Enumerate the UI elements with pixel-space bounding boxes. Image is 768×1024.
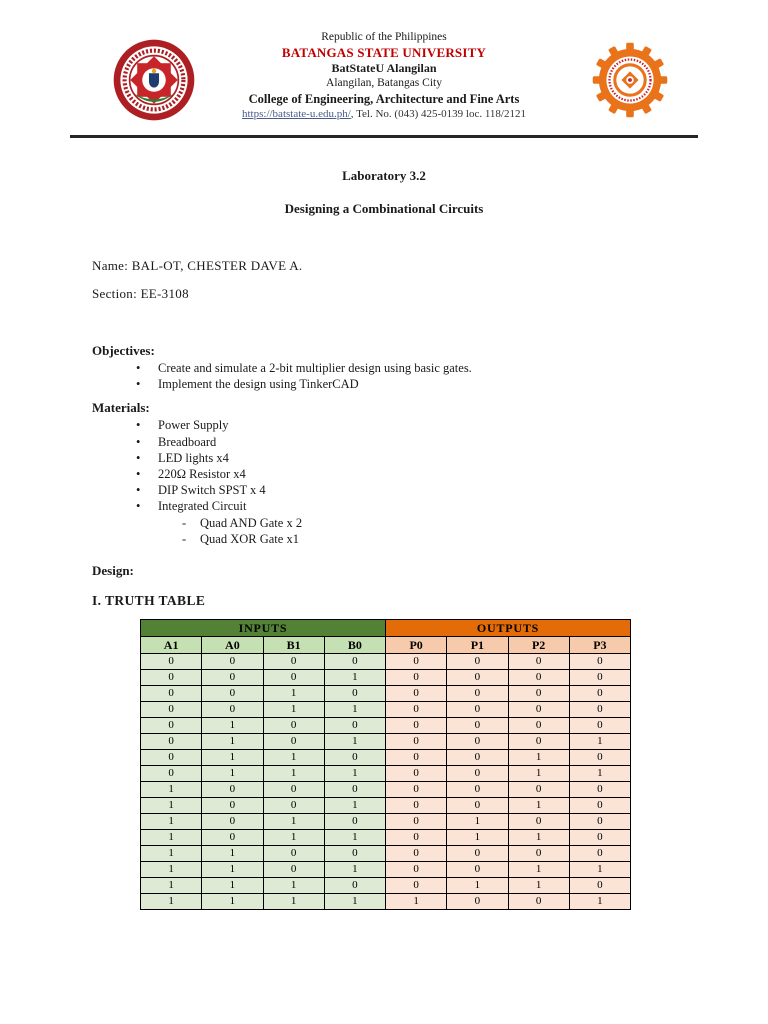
truth-table-cell: 0: [386, 686, 447, 702]
truth-table-cell: 1: [202, 718, 263, 734]
truth-table-heading: I. TRUTH TABLE: [92, 593, 206, 609]
section-label: Section:: [92, 286, 141, 301]
truth-table-cell: 1: [263, 766, 324, 782]
truth-table-row: [141, 702, 631, 718]
design-heading: Design:: [92, 563, 134, 579]
truth-table-cell: 0: [508, 718, 569, 734]
truth-table-cell: 0: [508, 814, 569, 830]
truth-table-cell: 0: [447, 734, 508, 750]
truth-table-cell: 0: [386, 798, 447, 814]
truth-table-cell: 1: [324, 702, 385, 718]
list-item: [92, 450, 676, 466]
truth-table-cell: 0: [386, 702, 447, 718]
truth-table-cell: 0: [324, 686, 385, 702]
material-text: DIP Switch SPST x 4: [158, 483, 266, 498]
title-block: [92, 168, 676, 217]
sub-material-text: Quad AND Gate x 2: [200, 515, 303, 530]
truth-table-column-header: P1: [447, 637, 508, 654]
truth-table-cell: 0: [263, 718, 324, 734]
truth-table-head: [141, 620, 631, 654]
truth-table-cell: 0: [386, 766, 447, 782]
truth-table-row: [141, 846, 631, 862]
university-name: BATANGAS STATE UNIVERSITY: [281, 45, 487, 60]
truth-table-row: [141, 670, 631, 686]
truth-table-body: [141, 654, 631, 910]
truth-table-cell: 0: [508, 846, 569, 862]
truth-table-cell: 1: [202, 862, 263, 878]
truth-table-cell: 0: [263, 734, 324, 750]
truth-table-row: [141, 718, 631, 734]
truth-table-row: [141, 766, 631, 782]
website-link[interactable]: https://batstate-u.edu.ph/: [242, 108, 351, 120]
truth-table-cell: 0: [324, 782, 385, 798]
truth-table-cell: 0: [263, 670, 324, 686]
truth-table-row: [141, 750, 631, 766]
truth-table-cell: 0: [447, 702, 508, 718]
truth-table-cell: 1: [263, 814, 324, 830]
truth-table-cell: 0: [447, 766, 508, 782]
truth-table-cell: 0: [569, 782, 630, 798]
truth-table-cell: 1: [141, 782, 202, 798]
truth-table-column-header: B0: [324, 637, 385, 654]
truth-table-cell: 0: [386, 782, 447, 798]
material-text: 220Ω Resistor x4: [158, 467, 246, 482]
truth-table-cell: 1: [324, 830, 385, 846]
truth-table-cell: 0: [508, 686, 569, 702]
truth-table-cell: 0: [386, 654, 447, 670]
truth-table-row: [141, 894, 631, 910]
truth-table-cell: 1: [141, 878, 202, 894]
truth-table-cell: 1: [141, 830, 202, 846]
header-divider: [70, 135, 698, 138]
truth-table-cell: 0: [141, 686, 202, 702]
truth-table-row: [141, 654, 631, 670]
truth-table-cell: 0: [508, 894, 569, 910]
truth-table-cell: 1: [569, 894, 630, 910]
truth-table-cell: 1: [202, 766, 263, 782]
truth-table-group-header: OUTPUTS: [386, 620, 631, 637]
truth-table-cell: 1: [263, 830, 324, 846]
truth-table-cell: 0: [569, 830, 630, 846]
truth-table-cell: 1: [447, 878, 508, 894]
truth-table-cell: 0: [569, 846, 630, 862]
sub-list-item: [92, 531, 676, 547]
ic-sub-list: [158, 515, 676, 547]
truth-table-cell: 0: [569, 878, 630, 894]
truth-table-cell: 0: [386, 718, 447, 734]
truth-table-cell: 0: [569, 718, 630, 734]
truth-table-cell: 0: [386, 862, 447, 878]
truth-table-cell: 0: [141, 734, 202, 750]
lab-title: Designing a Combinational Circuits: [284, 201, 484, 216]
truth-table-cell: 0: [263, 782, 324, 798]
truth-table-cell: 0: [447, 670, 508, 686]
truth-table-cell: 1: [508, 830, 569, 846]
truth-table-cell: 1: [508, 766, 569, 782]
document-content: [0, 168, 768, 910]
truth-table-cell: 1: [447, 830, 508, 846]
truth-table-cell: 1: [141, 894, 202, 910]
truth-table-cell: 1: [141, 798, 202, 814]
list-item: [92, 434, 676, 450]
truth-table-cell: 1: [141, 846, 202, 862]
truth-table-cell: 0: [324, 846, 385, 862]
truth-table-row: [141, 734, 631, 750]
letterhead: [0, 30, 768, 126]
truth-table-column-header: A0: [202, 637, 263, 654]
truth-table-cell: 0: [202, 670, 263, 686]
truth-table-cell: 0: [141, 654, 202, 670]
truth-table-cell: 0: [386, 734, 447, 750]
truth-table-cell: 0: [569, 670, 630, 686]
bullet-icon: [136, 482, 154, 498]
truth-table-cell: 1: [324, 798, 385, 814]
truth-table-cell: 0: [569, 702, 630, 718]
truth-table-cell: 0: [324, 814, 385, 830]
bullet-icon: [136, 360, 154, 376]
truth-table-cell: 1: [324, 862, 385, 878]
bullet-icon: [136, 466, 154, 482]
truth-table-column-header: P2: [508, 637, 569, 654]
list-item: [92, 498, 676, 547]
truth-table-cell: 0: [447, 718, 508, 734]
truth-table-cell: 1: [447, 814, 508, 830]
truth-table-cell: 1: [263, 686, 324, 702]
truth-table-cell: 0: [386, 878, 447, 894]
truth-table-cell: 0: [202, 814, 263, 830]
truth-table-row: [141, 862, 631, 878]
truth-table-cell: 0: [202, 654, 263, 670]
truth-table-cell: 0: [202, 798, 263, 814]
truth-table-cell: 0: [508, 654, 569, 670]
name-label: Name:: [92, 258, 132, 273]
truth-table-cell: 0: [569, 750, 630, 766]
truth-table-group-header: INPUTS: [141, 620, 386, 637]
truth-table-cell: 0: [263, 798, 324, 814]
objective-text: Create and simulate a 2-bit multiplier design using basic gates.: [158, 361, 472, 375]
objectives-heading: Objectives:: [92, 343, 155, 358]
truth-table-row: [141, 798, 631, 814]
lab-number-title: Laboratory 3.2: [342, 168, 426, 183]
truth-table-cell: 1: [202, 750, 263, 766]
truth-table-cell: 1: [508, 798, 569, 814]
letterhead-text: [169, 30, 599, 122]
college-gear-logo: [592, 42, 668, 118]
truth-table-column-header: B1: [263, 637, 324, 654]
college-line: College of Engineering, Architecture and Fine Arts: [248, 92, 520, 106]
truth-table-cell: 1: [386, 894, 447, 910]
student-block: [92, 258, 676, 301]
truth-table-cell: 0: [447, 846, 508, 862]
truth-table-cell: 1: [202, 878, 263, 894]
truth-table-cell: 1: [263, 702, 324, 718]
truth-table-cell: 1: [324, 894, 385, 910]
material-text: LED lights x4: [158, 450, 229, 465]
material-text: Power Supply: [158, 418, 229, 433]
objective-text: Implement the design using TinkerCAD: [158, 377, 359, 392]
truth-table-cell: 1: [141, 814, 202, 830]
truth-table-cell: 1: [202, 734, 263, 750]
list-item: [92, 360, 676, 376]
truth-table-cell: 1: [508, 862, 569, 878]
material-text: Breadboard: [158, 434, 217, 449]
truth-table-cell: 0: [569, 814, 630, 830]
truth-table-row: [141, 814, 631, 830]
truth-table-cell: 1: [141, 862, 202, 878]
truth-table-cell: 0: [386, 750, 447, 766]
truth-table-cell: 1: [202, 894, 263, 910]
truth-table-cell: 0: [141, 750, 202, 766]
list-item: [92, 417, 676, 433]
truth-table-cell: 1: [324, 670, 385, 686]
truth-table-cell: 0: [141, 766, 202, 782]
city-line: Alangilan, Batangas City: [326, 77, 442, 89]
truth-table-cell: 0: [324, 718, 385, 734]
batstateu-seal-logo: [112, 38, 196, 122]
truth-table-row: [141, 878, 631, 894]
truth-table-column-header: P0: [386, 637, 447, 654]
truth-table-cell: 0: [324, 878, 385, 894]
truth-table-row: [141, 782, 631, 798]
truth-table-cell: 0: [141, 702, 202, 718]
truth-table-cell: 1: [263, 894, 324, 910]
truth-table-cell: 0: [508, 670, 569, 686]
truth-table-cell: 0: [263, 654, 324, 670]
dash-icon: [182, 515, 200, 531]
truth-table-cell: 0: [508, 782, 569, 798]
truth-table-cell: 0: [141, 718, 202, 734]
material-text: Integrated Circuit: [158, 499, 247, 514]
truth-table-cell: 0: [447, 798, 508, 814]
list-item: [92, 466, 676, 482]
truth-table-cell: 1: [324, 766, 385, 782]
truth-table-cell: 0: [202, 830, 263, 846]
truth-table-row: [141, 686, 631, 702]
truth-table-cell: 0: [447, 686, 508, 702]
bullet-icon: [136, 417, 154, 433]
truth-table-column-header: P3: [569, 637, 630, 654]
materials-list: [92, 417, 676, 547]
contact-text: , Tel. No. (043) 425-0139 loc. 118/2121: [350, 108, 526, 120]
sub-material-text: Quad XOR Gate x1: [200, 531, 299, 546]
truth-table-row: [141, 830, 631, 846]
objectives-list: [92, 360, 676, 392]
truth-table: [140, 619, 631, 910]
truth-table-cell: 0: [447, 654, 508, 670]
student-section-line: [92, 286, 676, 301]
truth-table-cell: 0: [202, 686, 263, 702]
sub-list-item: [92, 515, 676, 531]
bullet-icon: [136, 450, 154, 466]
truth-table-cell: 0: [508, 734, 569, 750]
truth-table-cell: 0: [386, 814, 447, 830]
truth-table-cell: 0: [202, 782, 263, 798]
truth-table-cell: 1: [202, 846, 263, 862]
truth-table-column-header: A1: [141, 637, 202, 654]
truth-table-cell: 1: [569, 734, 630, 750]
truth-table-cell: 1: [569, 766, 630, 782]
truth-table-cell: 0: [386, 830, 447, 846]
truth-table-cell: 0: [202, 702, 263, 718]
truth-table-cell: 0: [569, 654, 630, 670]
truth-table-cell: 0: [447, 894, 508, 910]
truth-table-cell: 1: [569, 862, 630, 878]
truth-table-cell: 0: [324, 750, 385, 766]
truth-table-cell: 0: [263, 862, 324, 878]
contact-line: [169, 107, 599, 122]
truth-table-cell: 1: [263, 878, 324, 894]
bullet-icon: [136, 434, 154, 450]
list-item: [92, 376, 676, 392]
name-value: BAL-OT, CHESTER DAVE A.: [131, 258, 303, 273]
truth-table-cell: 0: [447, 782, 508, 798]
campus-line: BatStateU Alangilan: [331, 61, 437, 75]
truth-table-cell: 1: [263, 750, 324, 766]
truth-table-cell: 0: [508, 702, 569, 718]
bullet-icon: [136, 376, 154, 392]
truth-table-cell: 0: [386, 670, 447, 686]
republic-line: Republic of the Philippines: [321, 31, 447, 43]
truth-table-cell: 0: [569, 798, 630, 814]
truth-table-cell: 1: [508, 750, 569, 766]
truth-table-cell: 0: [447, 750, 508, 766]
section-value: EE-3108: [140, 286, 189, 301]
dash-icon: [182, 531, 200, 547]
list-item: [92, 482, 676, 498]
truth-table-cell: 1: [508, 878, 569, 894]
bullet-icon: [136, 498, 154, 514]
truth-table-cell: 1: [324, 734, 385, 750]
materials-heading: Materials:: [92, 400, 150, 416]
truth-table-cell: 0: [447, 862, 508, 878]
truth-table-cell: 0: [324, 654, 385, 670]
truth-table-cell: 0: [569, 686, 630, 702]
student-name-line: [92, 258, 676, 273]
truth-table-cell: 0: [141, 670, 202, 686]
truth-table-cell: 0: [263, 846, 324, 862]
truth-table-cell: 0: [386, 846, 447, 862]
